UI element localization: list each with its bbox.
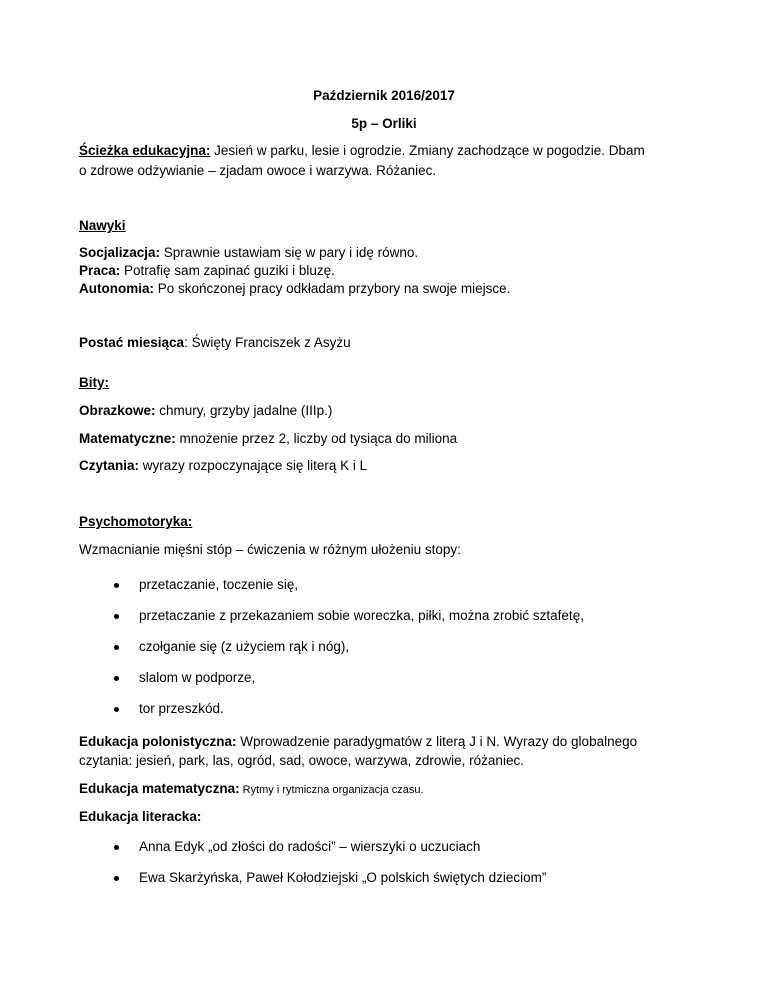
- nawyki-text: Po skończonej pracy odkładam przybory na swoje miejsce.: [154, 281, 511, 296]
- psycho-intro: Wzmacnianie mięśni stóp – ćwiczenia w różnym ułożeniu stopy:: [79, 542, 461, 557]
- nawyki-item: [79, 244, 418, 262]
- polonistyczna-text-1: Wprowadzenie paradygmatów z literą J i N. Wyrazy do globalnego: [236, 734, 638, 749]
- sciezka-line-1: [79, 142, 645, 160]
- psycho-heading: Psychomotoryka:: [79, 514, 193, 529]
- psycho-list-item: przetaczanie, toczenie się,: [139, 577, 299, 592]
- polonistyczna-line-2: czytania: jesień, park, las, ogród, sad, owoce, warzywa, zdrowie, różaniec.: [79, 753, 524, 768]
- bity-label: Obrazkowe:: [79, 403, 156, 418]
- nawyki-label: Socjalizacja:: [79, 245, 161, 260]
- sciezka-text-1: Jesień w parku, lesie i ogrodzie. Zmiany zachodzące w pogodzie. Dbam: [210, 143, 645, 158]
- sciezka-label: Ścieżka edukacyjna:: [79, 143, 211, 158]
- bullet-icon: [114, 845, 119, 850]
- bity-heading: Bity:: [79, 375, 109, 390]
- literacka-list-item: Anna Edyk „od złości do radości” – wierszyki o uczuciach: [139, 839, 481, 854]
- nawyki-label: Autonomia:: [79, 281, 154, 296]
- bity-text: wyrazy rozpoczynające się literą K i L: [139, 458, 368, 473]
- matematyczna-line: [79, 780, 424, 799]
- psycho-list-item: czołganie się (z użyciem rąk i nóg),: [139, 639, 350, 654]
- nawyki-item: [79, 262, 335, 280]
- sciezka-line-2: o zdrowe odżywianie – zjadam owoce i warzywa. Różaniec.: [79, 163, 437, 178]
- psycho-list-item: przetaczanie z przekazaniem sobie woreczka, piłki, można zrobić sztafetę,: [139, 608, 584, 623]
- nawyki-text: Potrafię sam zapinać guziki i bluzę.: [120, 263, 335, 278]
- polonistyczna-label: Edukacja polonistyczna:: [79, 734, 237, 749]
- bullet-icon: [114, 876, 119, 881]
- bullet-icon: [114, 583, 119, 588]
- psycho-list-item: tor przeszkód.: [139, 701, 224, 716]
- postac-line: [79, 334, 351, 352]
- document-title: Październik 2016/2017: [313, 88, 455, 103]
- bity-text: chmury, grzyby jadalne (IIIp.): [155, 403, 333, 418]
- bullet-icon: [114, 707, 119, 712]
- bullet-icon: [114, 614, 119, 619]
- nawyki-text: Sprawnie ustawiam się w pary i idę równo.: [160, 245, 419, 260]
- bity-label: Czytania:: [79, 458, 140, 473]
- bity-text: mnożenie przez 2, liczby od tysiąca do miliona: [175, 431, 458, 446]
- postac-text: : Święty Franciszek z Asyżu: [184, 335, 351, 350]
- group-name: 5p – Orliki: [351, 116, 417, 131]
- literacka-label-text: Edukacja literacka:: [79, 809, 202, 824]
- bity-item: [79, 402, 332, 420]
- bity-label: Matematyczne:: [79, 431, 176, 446]
- matematyczna-label: Edukacja matematyczna:: [79, 781, 240, 796]
- bity-item: [79, 457, 367, 475]
- postac-label: Postać miesiąca: [79, 335, 185, 350]
- nawyki-item: [79, 280, 510, 298]
- psycho-list-item: slalom w podporze,: [139, 670, 256, 685]
- literacka-label: [79, 808, 201, 826]
- literacka-list-item: Ewa Skarżyńska, Paweł Kołodziejski „O polskich świętych dzieciom”: [139, 870, 547, 885]
- bullet-icon: [114, 645, 119, 650]
- nawyki-heading: Nawyki: [79, 218, 126, 233]
- matematyczna-text: Rytmy i rytmiczna organizacja czasu.: [239, 784, 424, 796]
- bullet-icon: [114, 676, 119, 681]
- nawyki-label: Praca:: [79, 263, 121, 278]
- bity-item: [79, 430, 457, 448]
- polonistyczna-line-1: [79, 733, 637, 751]
